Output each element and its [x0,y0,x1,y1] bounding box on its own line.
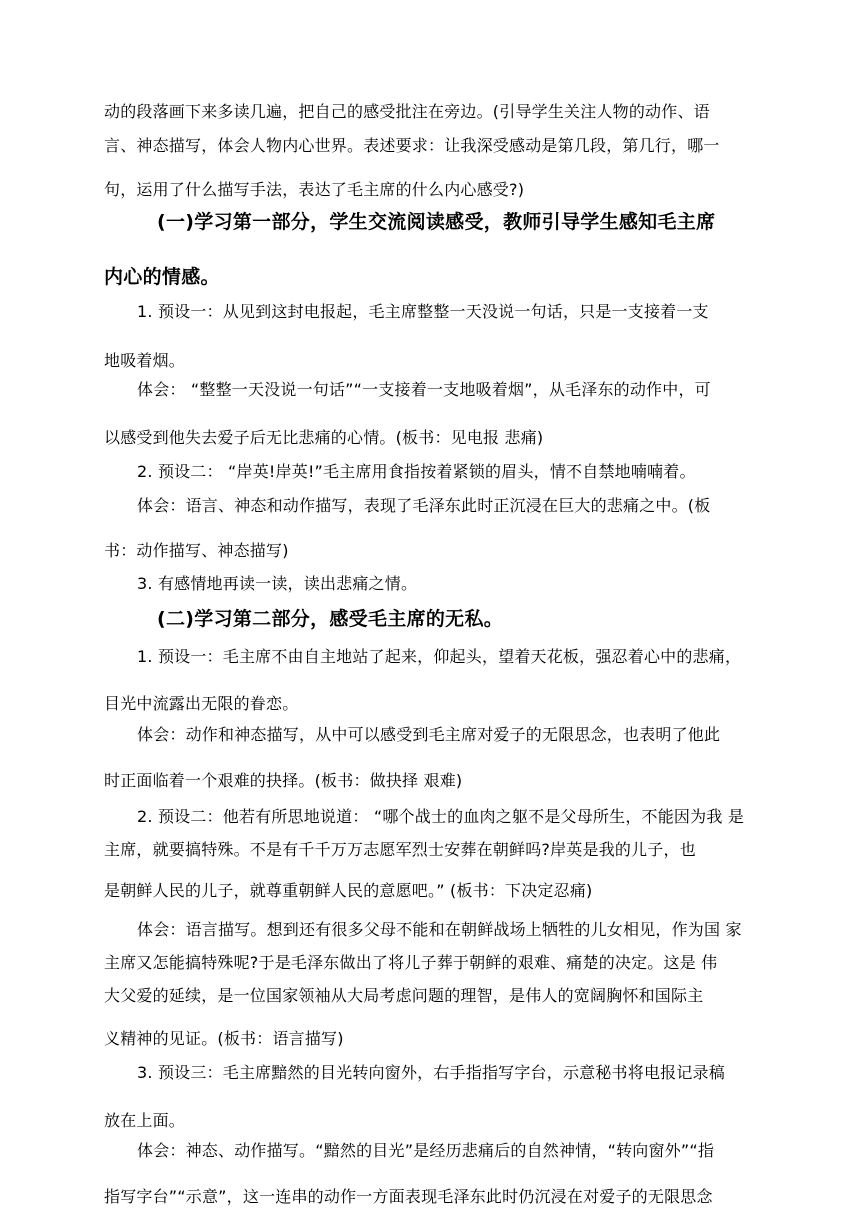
intro-line-2: 言、神态描写，体会人物内心世界。表述要求：让我深受感动是第几段，第几行，哪一 [104,136,720,155]
section2-heading: (二)学习第二部分，感受毛主席的无私。 [157,608,504,630]
intro-line-1: 动的段落画下来多读几遍，把自己的感受批注在旁边。(引导学生关注人物的动作、语 [104,102,710,121]
section1-heading-cont: 内心的情感。 [104,266,220,288]
s2-note3-line2: 指写字台”“示意”，这一连串的动作一方面表现毛泽东此时仍沉浸在对爱子的无限思念 [104,1187,713,1206]
s2-item2-line3: 是朝鲜人民的儿子，就尊重朝鲜人民的意愿吧。” (板书：下决定忍痛) [104,881,593,900]
s2-note2-line2: 主席又怎能搞特殊呢?于是毛泽东做出了将儿子葬于朝鲜的艰难、痛楚的决定。这是 伟 [104,953,718,972]
s1-item3-line1: 3. 有感情地再读一读，读出悲痛之情。 [137,574,418,593]
section1-heading: (一)学习第一部分，学生交流阅读感受，教师引导学生感知毛主席 [157,211,716,233]
s1-note1-line2: 以感受到他失去爱子后无比悲痛的心情。(板书：见电报 悲痛) [104,428,544,447]
s2-item2-line2: 主席，就要搞特殊。不是有千千万万志愿军烈士安葬在朝鲜吗?岸英是我的儿子，也 [104,840,696,859]
s1-note2-line2: 书：动作描写、神态描写) [104,541,289,560]
s2-item1-line2: 目光中流露出无限的眷恋。 [104,694,299,713]
s1-note1-line1: 体会： “整整一天没说一句话”“一支接着一支地吸着烟”，从毛泽东的动作中，可 [137,380,711,399]
s2-note1-line1: 体会：动作和神态描写，从中可以感受到毛主席对爱子的无限思念，也表明了他此 [137,725,721,744]
s1-item2-line1: 2. 预设二： “岸英!岸英!”毛主席用食指按着紧锁的眉头，情不自禁地喃喃着。 [137,462,696,481]
s2-item3-line1: 3. 预设三：毛主席黯然的目光转向窗外，右手指指写字台，示意秘书将电报记录稿 [137,1063,725,1082]
intro-line-3: 句，运用了什么描写手法，表达了毛主席的什么内心感受?) [104,180,525,199]
s2-item1-line1: 1. 预设一：毛主席不由自主地站了起来，仰起头，望着天花板，强忍着心中的悲痛， [137,647,742,666]
s2-note1-line2: 时正面临着一个艰难的抉择。(板书：做抉择 艰难) [104,771,463,790]
s2-note3-line1: 体会：神态、动作描写。“黯然的目光”是经历悲痛后的自然神情，“转向窗外”“指 [137,1141,715,1160]
s1-item1-line1: 1. 预设一：从见到这封电报起，毛主席整整一天没说一句话，只是一支接着一支 [137,302,709,321]
s1-note2-line1: 体会：语言、神态和动作描写，表现了毛泽东此时正沉浸在巨大的悲痛之中。(板 [137,496,711,515]
s2-item2-line1: 2. 预设二：他若有所思地说道： “哪个战士的血肉之躯不是父母所生，不能因为我 是 [137,807,745,826]
s1-item1-line2: 地吸着烟。 [104,351,186,370]
s2-item3-line2: 放在上面。 [104,1111,186,1130]
s2-note2-line1: 体会：语言描写。想到还有很多父母不能和在朝鲜战场上牺牲的儿女相见，作为国 家 [137,920,742,939]
s2-note2-line4: 义精神的见证。(板书：语言描写) [104,1029,344,1048]
s2-note2-line3: 大父爱的延续，是一位国家领袖从大局考虑问题的理智，是伟人的宽阔胸怀和国际主 [104,986,704,1005]
